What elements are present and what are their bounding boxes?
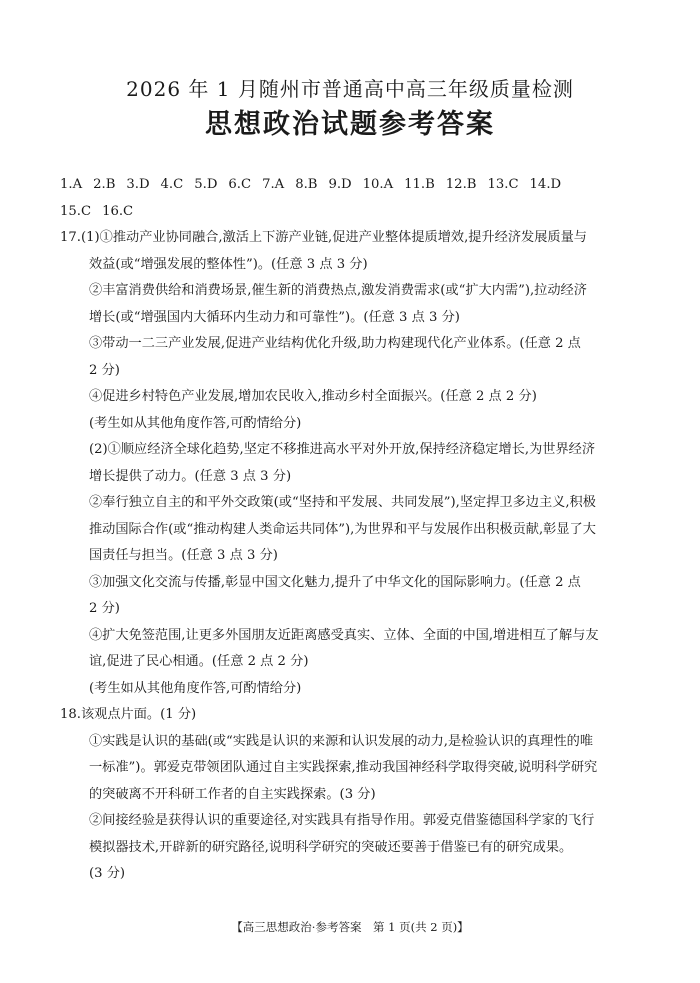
q17-part2-point2-line3: 国责任与担当。(任意 3 点 3 分) xyxy=(89,548,278,563)
q17-part2-note: (考生如从其他角度作答,可酌情给分) xyxy=(89,680,302,696)
q18-thesis: 18.该观点片面。(1 分) xyxy=(60,707,197,722)
mc-answer-item: 6.C xyxy=(228,177,252,192)
mc-answer-item: 11.B xyxy=(404,177,435,192)
mc-answer-item: 8.B xyxy=(295,177,318,192)
document-subtitle: 思想政治试题参考答案 xyxy=(205,109,495,140)
mc-answer-item: 3.D xyxy=(126,177,150,192)
q17-part2-point2-line2: 推动国际合作(或“推动构建人类命运共同体”),为世界和平与发展作出积极贡献,彰显了大 xyxy=(89,521,596,537)
mc-answer-item: 1.A xyxy=(60,177,83,192)
mc-answer-item: 7.A xyxy=(262,177,285,192)
mc-answer-item: 15.C xyxy=(60,203,92,219)
mc-answer-item: 16.C xyxy=(102,203,134,219)
mc-answer-item: 5.D xyxy=(194,177,218,192)
q18-point1-line2: 一标准”)。郭爱克带领团队通过自主实践探索,推动我国神经科学取得突破,说明科学研究 xyxy=(89,760,598,775)
q17-part1-note: (考生如从其他角度作答,可酌情给分) xyxy=(89,415,302,431)
q18-point1-line3: 的突破离不开科研工作者的自主实践探索。(3 分) xyxy=(89,786,376,802)
mc-answer-item: 12.B xyxy=(445,177,477,192)
page-footer: 【高三思想政治·参考答案 第 1 页(共 2 页)】 xyxy=(231,920,469,934)
mc-answer-item: 4.C xyxy=(160,177,184,192)
mc-answer-item: 9.D xyxy=(328,177,352,192)
q18-point2-line2: 模拟器技术,开辟新的研究路径,说明科学研究的突破还要善于借鉴已有的研究成果。 xyxy=(89,839,573,855)
mc-answer-item: 14.D xyxy=(529,177,562,192)
q17-part1-point1-line1: 17.(1)①推动产业协同融合,激活上下游产业链,促进产业整体提质增效,提升经济发展质量与 xyxy=(60,230,587,245)
q17-part2-point1-line1: (2)①顺应经济全球化趋势,坚定不移推进高水平对外开放,保持经济稳定增长,为世界经济 xyxy=(89,442,596,457)
multiple-choice-answers-row-2 xyxy=(60,199,650,226)
q17-part1-point3-line1: ③带动一二三产业发展,促进产业结构优化升级,助力构建现代化产业体系。(任意 2 点 xyxy=(89,336,581,351)
mc-answer-item: 13.C xyxy=(487,177,519,192)
q17-part1-point3-line2: 2 分) xyxy=(89,362,120,378)
multiple-choice-answers-row-1 xyxy=(60,172,650,199)
q18-point2-line3: (3 分) xyxy=(89,866,126,881)
q17-part2-point4-line2: 谊,促进了民心相通。(任意 2 点 2 分) xyxy=(89,654,309,669)
q17-part2-point3-line2: 2 分) xyxy=(89,601,120,616)
q17-part2-point1-line2: 增长提供了动力。(任意 3 点 3 分) xyxy=(89,468,292,484)
q17-part1-point2-line1: ②丰富消费供给和消费场景,催生新的消费热点,激发消费需求(或“扩大内需”),拉动经济 xyxy=(89,283,587,298)
q17-part1-point1-line2: 效益(或“增强发展的整体性”)。(任意 3 点 3 分) xyxy=(89,256,368,272)
mc-answer-item: 2.B xyxy=(93,177,116,192)
q18-point2-line1: ②间接经验是获得认识的重要途径,对实践具有指导作用。郭爱克借鉴德国科学家的飞行 xyxy=(89,813,595,828)
q17-part2-point4-line1: ④扩大免签范围,让更多外国朋友近距离感受真实、立体、全面的中国,增进相互了解与友 xyxy=(89,627,599,643)
exam-title: 2026 年 1 月随州市普通高中高三年级质量检测 xyxy=(126,77,574,101)
q18-point1-line1: ①实践是认识的基础(或“实践是认识的来源和认识发展的动力,是检验认识的真理性的唯 xyxy=(89,733,594,749)
answer-content xyxy=(60,172,650,888)
mc-answer-item: 10.A xyxy=(362,177,394,192)
q17-part2-point3-line1: ③加强文化交流与传播,彰显中国文化魅力,提升了中华文化的国际影响力。(任意 2 点 xyxy=(89,574,581,590)
q17-part2-point2-line1: ②奉行独立自主的和平外交政策(或“坚持和平发展、共同发展”),坚定捍卫多边主义,积极 xyxy=(89,495,596,510)
q17-part1-point4: ④促进乡村特色产业发展,增加农民收入,推动乡村全面振兴。(任意 2 点 2 分) xyxy=(89,389,537,404)
q17-part1-point2-line2: 增长(或“增强国内大循环内生动力和可靠性”)。(任意 3 点 3 分) xyxy=(89,309,460,325)
